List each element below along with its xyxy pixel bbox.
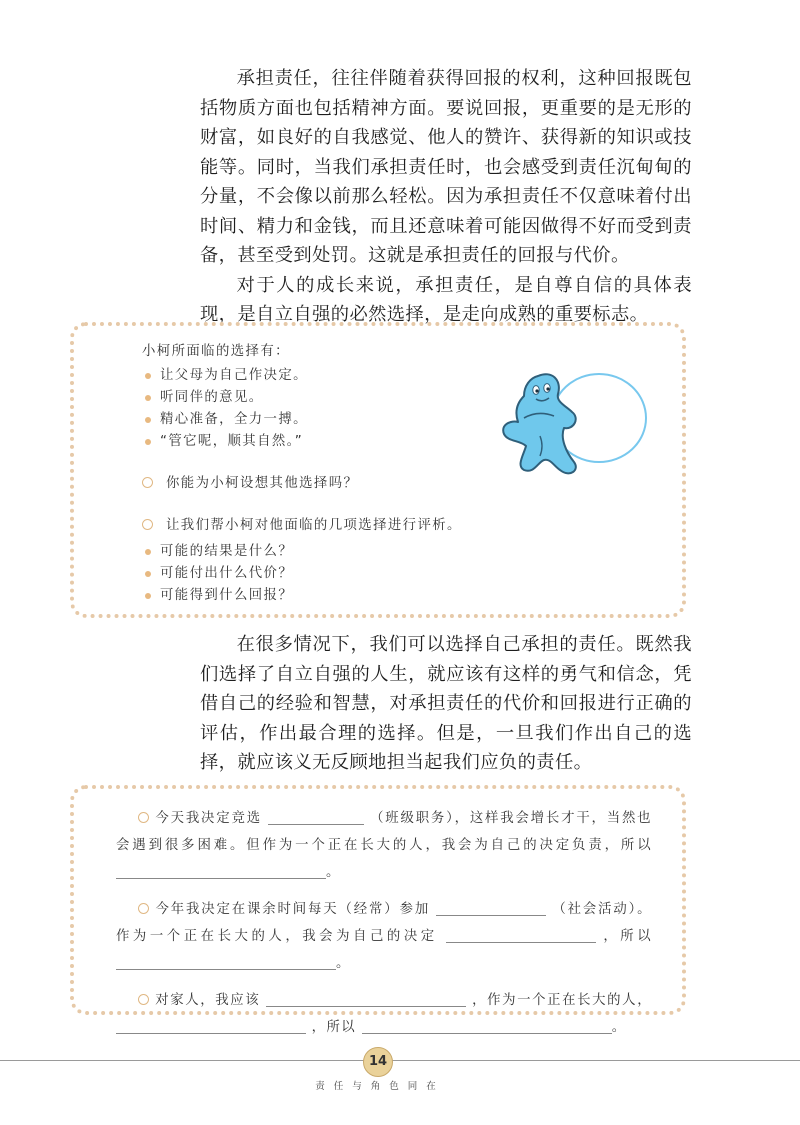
choice-list — [142, 365, 522, 453]
evaluation-text: 可能得到什么回报？ — [160, 588, 294, 603]
fill-item-1-end: 。 — [326, 865, 341, 880]
activity-content — [142, 340, 522, 607]
circle-marker-icon — [138, 994, 149, 1005]
fill-item-3-text-a: 对家人，我应该 — [155, 993, 261, 1008]
bullet-dot-icon — [145, 549, 151, 555]
blank-field-growing[interactable] — [116, 1017, 306, 1034]
choice-text: 精心准备，全力一搏。 — [160, 412, 308, 427]
fill-item-2-end: 。 — [336, 956, 351, 971]
bullet-dot-icon — [145, 395, 151, 401]
list-item — [142, 585, 522, 607]
fill-item-3-text-b: ，作为一个正在长大的人， — [472, 993, 652, 1008]
fill-item-3-end: 。 — [611, 1020, 627, 1035]
running-title: 责任与角色同在 — [315, 1081, 445, 1092]
list-item — [142, 387, 522, 409]
middle-text — [200, 630, 692, 778]
activity-box — [70, 322, 686, 618]
list-item — [142, 409, 522, 431]
choice-text: 让父母为自己作决定。 — [160, 368, 308, 383]
bullet-dot-icon — [145, 373, 151, 379]
fill-item-3 — [116, 987, 652, 1041]
page-number-badge: 14 — [363, 1047, 393, 1077]
circle-marker-icon — [142, 519, 153, 530]
list-item — [142, 541, 522, 563]
fill-item-2-text-a: 今年我决定在课余时间每天（经常）参加 — [155, 902, 431, 917]
circle-marker-icon — [138, 812, 149, 823]
fill-item-2-text-b: （社会活动）。作为一个正在长大的人，我会为自己的决定 — [116, 902, 652, 944]
blank-field-reason[interactable] — [116, 862, 326, 879]
bullet-dot-icon — [145, 417, 151, 423]
middle-paragraph: 在很多情况下，我们可以选择自己承担的责任。既然我们选择了自立自强的人生，就应该有这样的勇气和信念，凭借自己的经验和智慧，对承担责任的代价和回报进行正确的评估，作出最合理的选择。但是，一旦我们作出自己的选择，就应该义无反顾地担当起我们应负的责任。 — [200, 634, 692, 773]
evaluation-list — [142, 541, 522, 607]
bullet-dot-icon — [145, 571, 151, 577]
fill-item-2-text-c: ，所以 — [603, 929, 652, 944]
circle-marker-icon — [138, 903, 149, 914]
blank-field-family-duty[interactable] — [266, 990, 466, 1007]
list-item — [142, 563, 522, 585]
intro-text — [200, 64, 692, 330]
fill-item-3-text-c: ，所以 — [311, 1020, 357, 1035]
fill-in-box — [70, 785, 686, 1035]
fill-item-2 — [116, 896, 652, 977]
circle-marker-icon — [142, 477, 153, 488]
intro-paragraph-1: 承担责任，往往伴随着获得回报的权利，这种回报既包括物质方面也包括精神方面。要说回报，更重要的是无形的财富，如良好的自我感觉、他人的赞许、获得新的知识或技能等。同时，当我们承担责任时，也会感受到责任沉甸甸的分量，不会像以前那么轻松。因为承担责任不仅意味着付出时间、精力和金钱，而且还意味着可能因做得不好而受到责备，甚至受到处罚。这就是承担责任的回报与代价。 — [200, 68, 692, 266]
blank-field-responsibility[interactable] — [446, 926, 596, 943]
footer-divider — [0, 1060, 800, 1061]
thinking-mascot-illustration — [494, 366, 654, 486]
fill-item-1-text-b: （班级职务），这样我会增长才干，当然也会遇到很多困难。但作为一个正在长大的人，我会为自己的决定负责，所以 — [116, 811, 652, 853]
evaluation-text: 可能的结果是什么？ — [160, 544, 294, 559]
question-2-text: 让我们帮小柯对他面临的几项选择进行评析。 — [166, 518, 462, 533]
blank-field-activity[interactable] — [436, 899, 546, 916]
fill-item-1-text-a: 今天我决定竞选 — [155, 811, 262, 826]
question-1 — [142, 473, 522, 495]
question-1-text: 你能为小柯设想其他选择吗？ — [166, 476, 359, 491]
evaluation-text: 可能付出什么代价？ — [160, 566, 294, 581]
blank-field-result[interactable] — [116, 953, 336, 970]
bullet-dot-icon — [145, 439, 151, 445]
list-item — [142, 365, 522, 387]
fill-item-1 — [116, 805, 652, 886]
blank-field-position[interactable] — [268, 808, 364, 825]
choice-text: 听同伴的意见。 — [160, 390, 264, 405]
choice-text: “管它呢，顺其自然。” — [160, 434, 304, 449]
question-2 — [142, 515, 522, 537]
fill-in-content — [116, 805, 652, 1051]
blank-field-family-result[interactable] — [362, 1017, 612, 1034]
intro-paragraph-2: 对于人的成长来说，承担责任，是自尊自信的具体表现，是自立自强的必然选择，是走向成熟的重要标志。 — [200, 274, 692, 325]
list-item — [142, 431, 522, 453]
activity-title: 小柯所面临的选择有： — [142, 344, 290, 359]
bullet-dot-icon — [145, 593, 151, 599]
